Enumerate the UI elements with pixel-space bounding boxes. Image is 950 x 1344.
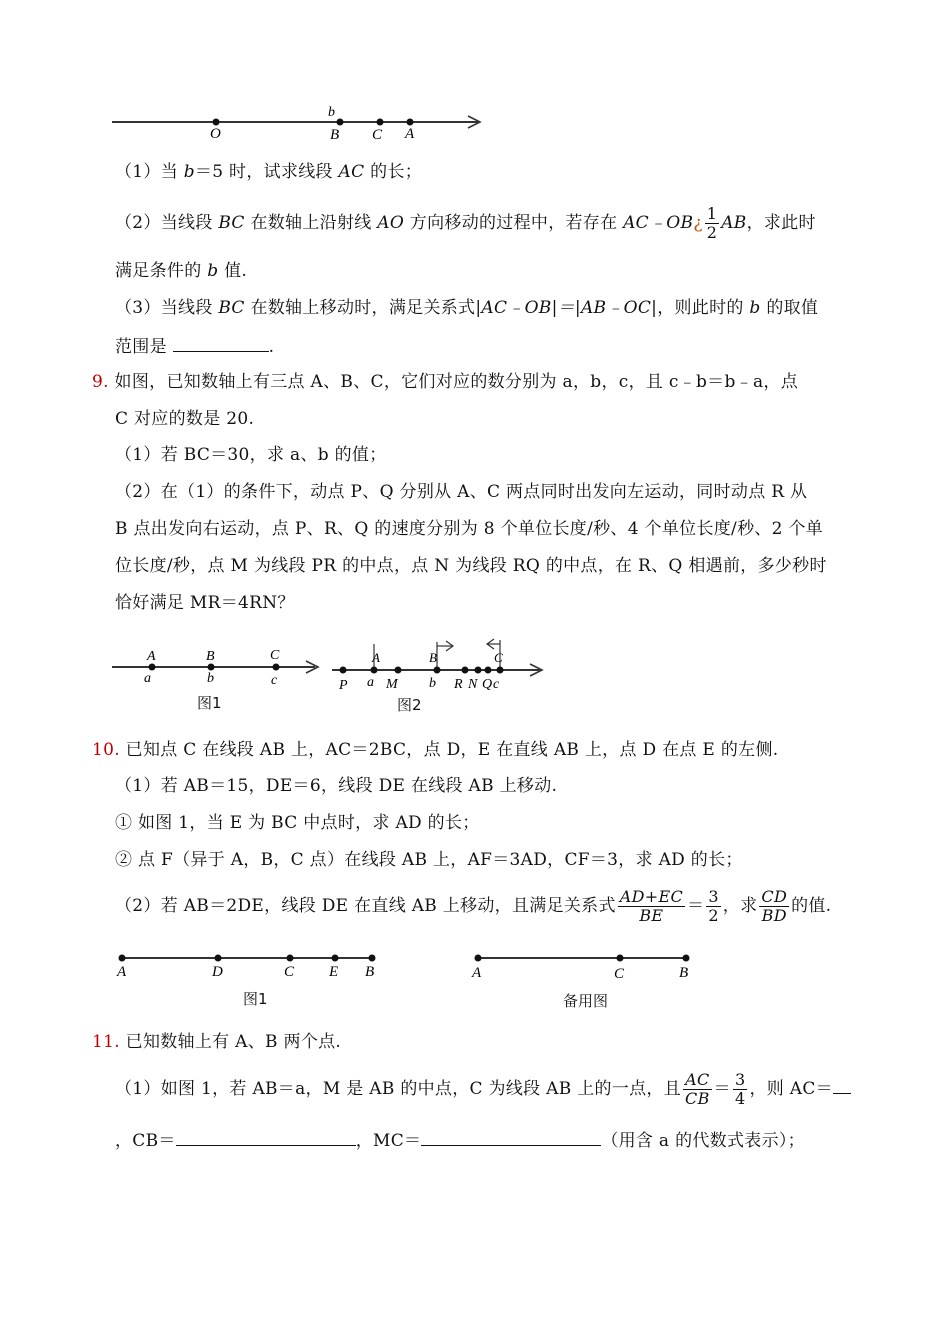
q10-fig1-label-D: D — [212, 964, 223, 980]
q9-figure-2 — [330, 636, 550, 691]
q10-figure-1 — [112, 948, 387, 983]
fig1-label-B: B — [206, 649, 215, 664]
fig2-label-P: P — [339, 678, 348, 691]
fig1-label-C: C — [270, 648, 280, 663]
answer-blank-cb[interactable] — [176, 1127, 356, 1146]
label-b-value: b — [328, 105, 335, 120]
q10-part1b: ② 点 F（异于 A，B，C 点）在线段 AB 上，AF＝3AD，CF＝3，求 AD 的长； — [115, 850, 743, 870]
fig2-label-c: c — [493, 677, 500, 691]
label-a: A — [405, 126, 415, 142]
q10-part2: （2）若 AB＝2DE，线段 DE 在直线 AB 上移动，且满足关系式 $\frac{AD+EC}{BE}$ ＝ $\frac{3}{2}$ ，求 $\frac{CD}{BD}$ 的值. — [115, 887, 832, 925]
label-c: C — [372, 127, 383, 143]
q9-part2-line1: （2）在（1）的条件下，动点 P、Q 分别从 A、C 两点同时出发向左运动，同时动点 R 从 — [115, 482, 808, 502]
number-line-figure-top — [110, 100, 490, 145]
q8-part3-line2: 范围是 . — [115, 333, 274, 359]
fig2-label-A: A — [372, 650, 380, 665]
answer-blank-ac[interactable] — [833, 1075, 851, 1094]
fig2-label-C: C — [494, 650, 503, 665]
q9-intro-line2: C 对应的数是 20. — [115, 409, 255, 429]
q11-part1-line2: ，CB＝ ，MC＝ （用含 a 的代数式表示）； — [115, 1127, 805, 1153]
fig2-label-M: M — [386, 677, 398, 691]
q8-part2-line2: 满足条件的 b 值. — [115, 261, 248, 281]
q9-part2-line3: 位长度/秒，点 M 为线段 PR 的中点，点 N 为线段 RQ 的中点，在 R、Q 相遇前，多少秒时 — [115, 556, 827, 576]
label-o: O — [210, 126, 221, 142]
q9-part2-line2: B 点出发向右运动，点 P、R、Q 的速度分别为 8 个单位长度/秒、4 个单位长度/秒、2 个单 — [115, 519, 824, 539]
q10-fig2-label-B: B — [679, 965, 689, 981]
fig2-label-a: a — [367, 675, 374, 690]
point-b — [337, 119, 344, 126]
fraction-one-half: $\frac{1}{2}$ — [706, 204, 718, 242]
point-a — [407, 119, 414, 126]
fig2-label-R: R — [454, 677, 463, 691]
q9-part2-line4: 恰好满足 MR＝4RN？ — [115, 593, 295, 613]
fig2-label-Q: Q — [482, 677, 493, 691]
q10-fig2-label-A: A — [472, 965, 482, 981]
point-o — [213, 119, 220, 126]
q11-part1-line1: （1）如图 1，若 AB＝a，M 是 AB 的中点，C 为线段 AB 上的一点，且 $\frac{AC}{CB}$ ＝ $\frac{3}{4}$ ，则 AC＝ — [115, 1067, 851, 1111]
q9-part1: （1）若 BC＝30，求 a、b 的值； — [115, 445, 387, 465]
q8-part3-line1: （3）当线段 BC 在数轴上移动时，满足关系式|AC﹣OB|＝|AB﹣OC|，则此时的 b 的取值 — [115, 298, 819, 318]
fig1-label-c: c — [271, 673, 278, 688]
answer-blank-range[interactable] — [173, 333, 269, 352]
q9-intro-line1: 9. 如图，已知数轴上有三点 A、B、C，它们对应的数分别为 a，b，c，且 c﹣b＝b﹣a，点 — [92, 372, 798, 392]
fig2-label-N: N — [468, 677, 478, 691]
q10-fig1-label-A: A — [117, 964, 127, 980]
q10-figure-backup — [468, 948, 698, 983]
fig2-label-B: B — [429, 650, 437, 665]
answer-blank-mc[interactable] — [421, 1127, 601, 1146]
q10-intro: 10. 已知点 C 在线段 AB 上，AC＝2BC，点 D，E 在直线 AB 上，点 D 在点 E 的左侧. — [92, 740, 779, 760]
q10-fig1-label-B: B — [365, 964, 375, 980]
q10-fig2-label-C: C — [614, 966, 625, 982]
q10-fig1-label-E: E — [329, 964, 339, 980]
fig2-label-b: b — [429, 676, 436, 691]
point-c — [377, 119, 384, 126]
q8-part1: （1）当 b＝5 时，试求线段 AC 的长； — [115, 162, 423, 182]
fig1-label-A: A — [147, 649, 156, 664]
q10-figure-backup-caption: 备用图 — [563, 992, 609, 1010]
q9-figure-1 — [110, 643, 330, 688]
q10-part1a: ① 如图 1，当 E 为 BC 中点时，求 AD 的长； — [115, 813, 480, 833]
q11-intro: 11. 已知数轴上有 A、B 两个点. — [92, 1032, 342, 1052]
q10-part1: （1）若 AB＝15，DE＝6，线段 DE 在线段 AB 上移动. — [115, 776, 558, 796]
q10-figure-1-caption: 图1 — [243, 990, 268, 1008]
q9-figure-1-caption: 图1 — [197, 694, 222, 712]
fig1-label-b: b — [207, 671, 214, 686]
fig1-label-a: a — [144, 671, 151, 686]
q10-fig1-label-C: C — [284, 964, 295, 980]
label-b: B — [330, 127, 340, 143]
q8-part2-line1: （2）当线段 BC 在数轴上沿射线 AO 方向移动的过程中，若存在 AC﹣OB¿ $\frac{1}{2}$ AB，求此时 — [115, 204, 816, 242]
q9-figure-2-caption: 图2 — [397, 696, 422, 714]
